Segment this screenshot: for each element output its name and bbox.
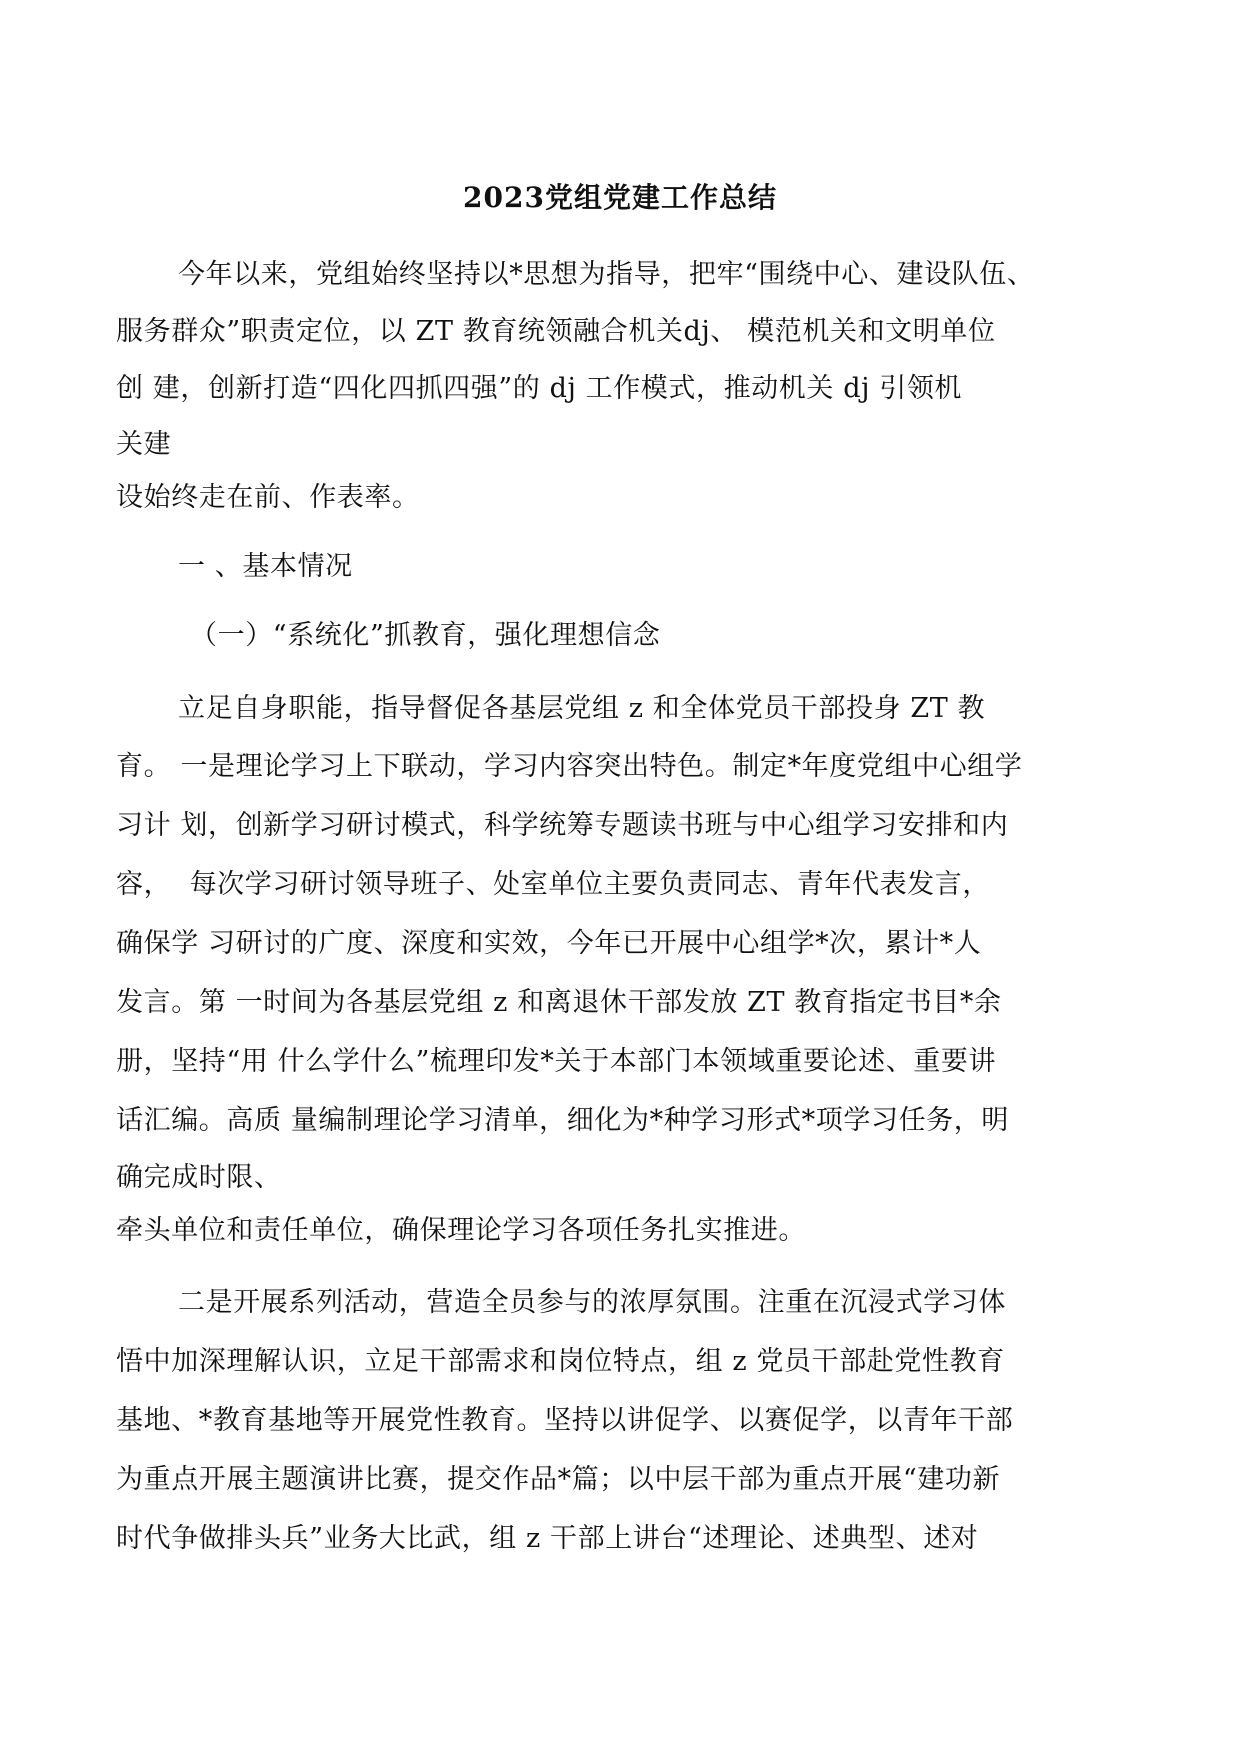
section-heading: 一 、基本情况 [178,551,353,582]
paragraph-line: 立足自身职能，指导督促各基层党组 z 和全体党员干部投身 ZT 教 [178,693,986,724]
paragraph-line: 服务群众”职责定位，以 ZT 教育统领融合机关dj、 模范机关和文明单位 [116,316,996,347]
paragraph-line: 关建 [116,429,172,460]
paragraph-line: 话汇编。高质 量编制理论学习清单，细化为*种学习形式*项学习任务，明 [116,1105,1009,1136]
paragraph-line: 牵头单位和责任单位，确保理论学习各项任务扎实推进。 [116,1215,806,1246]
paragraph-line: 习计 划，创新学习研讨模式，科学统筹专题读书班与中心组学习安排和内 [116,810,1009,841]
paragraph-line: 册，坚持“用 什么学什么”梳理印发*关于本部门本领域重要论述、重要讲 [116,1046,997,1077]
paragraph-line: 二是开展系列活动，营造全员参与的浓厚氛围。注重在沉浸式学习体 [178,1287,1006,1318]
paragraph-line: 基地、*教育基地等开展党性教育。坚持以讲促学、以赛促学，以青年干部 [116,1405,1014,1436]
paragraph-line: 为重点开展主题演讲比赛，提交作品*篇；以中层干部为重点开展“建功新 [116,1464,1001,1495]
paragraph-line: 今年以来，党组始终坚持以*思想为指导，把牢“围绕中心、建设队伍、 [178,259,1035,290]
paragraph-line: 创 建，创新打造“四化四抓四强”的 dj 工作模式，推动机关 dj 引领机 [116,373,963,404]
paragraph-line: 时代争做排头兵”业务大比武，组 z 干部上讲台“述理论、述典型、述对 [116,1523,979,1554]
paragraph-line: 容， 每次学习研讨领导班子、处室单位主要负责同志、青年代表发言， [116,869,990,900]
subsection-heading: （一）“系统化”抓教育，强化理想信念 [190,620,661,651]
paragraph-line: 育。 一是理论学习上下联动，学习内容突出特色。制定*年度党组中心组学 [116,751,1023,782]
document-title: 2023党组党建工作总结 [463,181,777,214]
paragraph-line: 悟中加深理解认识，立足干部需求和岗位特点，组 z 党员干部赴党性教育 [116,1346,1005,1377]
paragraph-line: 确保学 习研讨的广度、深度和实效，今年已开展中心组学*次，累计*人 [116,928,982,959]
paragraph-line: 确完成时限、 [116,1162,282,1193]
paragraph-line: 发言。第 一时间为各基层党组 z 和离退休干部发放 ZT 教育指定书目*余 [116,987,1002,1018]
paragraph-line: 设始终走在前、作表率。 [116,482,420,513]
